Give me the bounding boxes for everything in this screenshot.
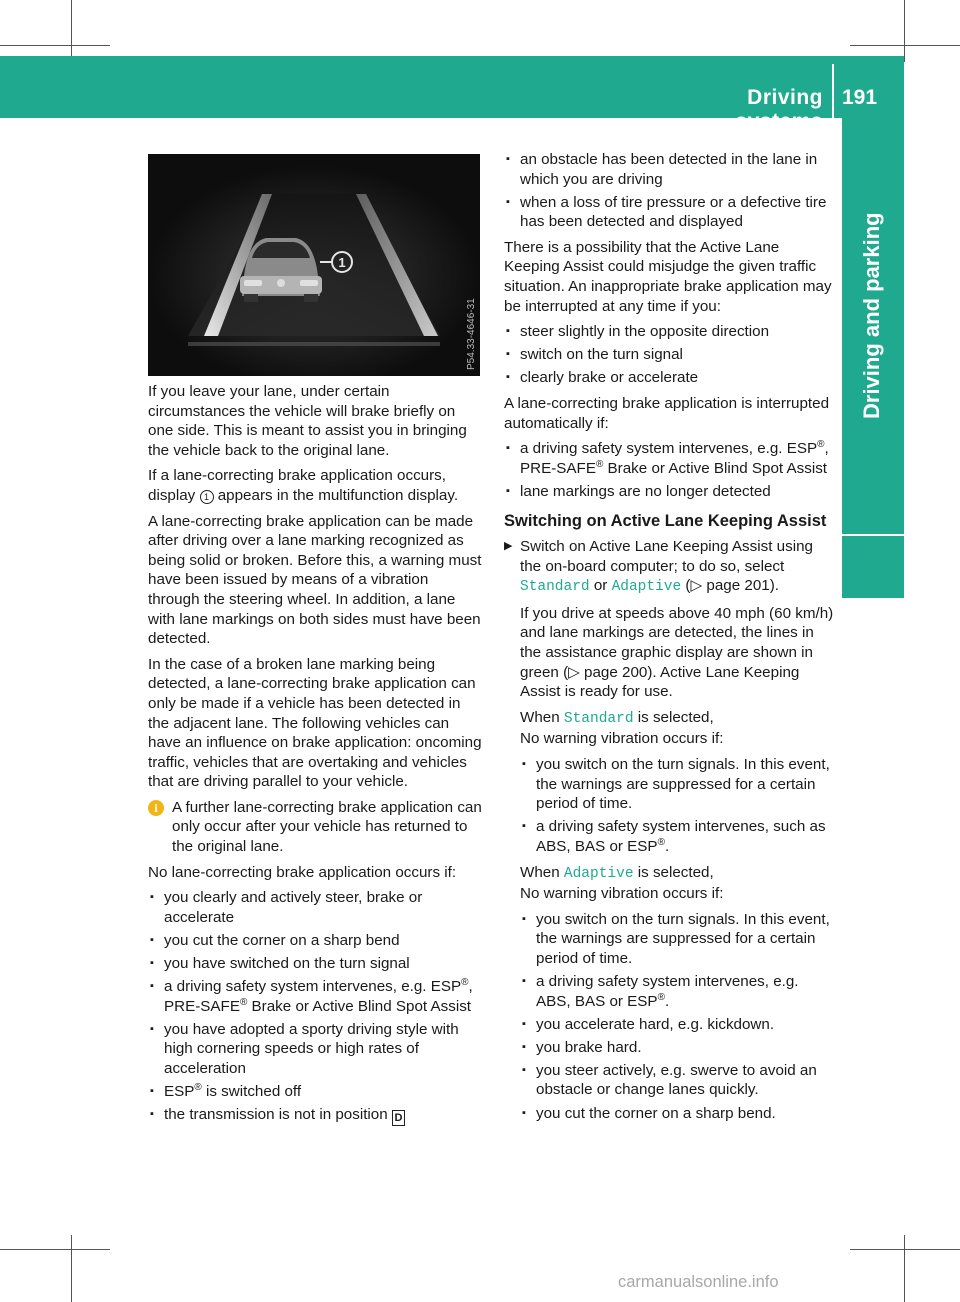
list-intro: No lane-correcting brake application occurs if: — [148, 863, 457, 881]
list-item: ▪ you cut the corner on a sharp bend — [150, 931, 400, 949]
crop-mark — [71, 1235, 72, 1302]
list-item: ▪ you switch on the turn signals. In this event, the warnings are suppressed for a certain period of time. — [522, 910, 830, 967]
note-text: A further lane-correcting brake application can only occur after your vehicle has returned to the original lane. — [172, 798, 482, 856]
side-tab-marker — [842, 536, 904, 598]
page-number: 191 — [842, 86, 878, 109]
paragraph: A lane-correcting brake application is interrupted automatically if: — [504, 395, 830, 432]
callout-ref-icon: 1 — [200, 490, 214, 504]
paragraph: If you drive at speeds above 40 mph (60 km/h) and lane markings are detected, the lines in the assistance graphic display are shown in green (▷ page 200). Active Lane Keeping Assist is ready for use. — [520, 604, 834, 701]
list-item: ▪ a driving safety system intervenes, such as ABS, BAS or ESP®. — [522, 818, 826, 855]
watermark: carmanualsonline.info — [618, 1273, 779, 1291]
figure-reference: P54.33-4646-31 — [466, 298, 477, 370]
condition-list — [148, 888, 484, 1126]
list-item: ▪ steer slightly in the opposite direction — [506, 323, 770, 341]
section-heading: Switching on Active Lane Keeping Assist — [504, 511, 827, 530]
lane-display-illustration — [148, 154, 480, 376]
adaptive-list — [520, 910, 836, 1123]
crop-mark — [904, 1235, 905, 1302]
gear-d-icon: D — [392, 1110, 405, 1126]
crop-mark — [0, 1249, 110, 1250]
crop-mark — [0, 45, 110, 46]
list-item: ▪ you have adopted a sporty driving style with high cornering speeds or high rates of acceleration — [150, 1020, 459, 1077]
option-adaptive: Adaptive — [563, 865, 634, 882]
option-adaptive: Adaptive — [611, 579, 682, 596]
list-item: ▪ a driving safety system intervenes, e.g. ESP®, PRE-SAFE® Brake or Active Blind Spot Assist — [150, 977, 473, 1015]
lane-assist-figure — [148, 154, 480, 376]
paragraph: When Adaptive is selected, No warning vibration occurs if: — [520, 863, 724, 903]
instruction-step: ▶ Switch on Active Lane Keeping Assist using the on-board computer; to do so, select Standard or Adaptive (▷ page 201). — [504, 538, 813, 596]
auto-interrupt-list — [504, 439, 836, 501]
condition-list-continued — [504, 150, 836, 232]
list-item: ▪ the transmission is not in position D — [148, 1105, 484, 1126]
left-column — [148, 382, 484, 1132]
paragraph: If a lane-correcting brake application occurs, display 1 appears in the multifunction display. — [148, 467, 459, 504]
right-column — [504, 150, 836, 1129]
step-details — [504, 604, 836, 1123]
paragraph: There is a possibility that the Active Lane Keeping Assist could misjudge the given traffic situation. An inappropriate brake application may be interrupted at any time if you: — [504, 238, 832, 315]
list-item: ▪ a driving safety system intervenes, e.g. ABS, BAS or ESP®. — [522, 972, 799, 1010]
list-item: ▪ you steer actively, e.g. swerve to avoid an obstacle or change lanes quickly. — [522, 1061, 817, 1099]
standard-list — [520, 755, 836, 856]
list-item: ▪ switch on the turn signal — [506, 346, 683, 364]
list-item: ▪ you brake hard. — [522, 1038, 642, 1056]
list-item: ▪ when a loss of tire pressure or a defective tire has been detected and displayed — [506, 193, 827, 231]
crop-mark — [904, 0, 905, 62]
paragraph: If you leave your lane, under certain circumstances the vehicle will brake briefly on one side. This is meant to assist you in bringing the vehicle back to the original lane. — [148, 383, 467, 459]
option-standard: Standard — [520, 579, 590, 596]
step-arrow-icon: ▶ — [504, 540, 513, 553]
crop-mark — [71, 0, 72, 62]
callout-number: 1 — [338, 255, 346, 270]
list-item: ▪ you clearly and actively steer, brake or accelerate — [150, 889, 423, 926]
list-item: ▪ lane markings are no longer detected — [506, 482, 771, 500]
crop-mark — [850, 45, 960, 46]
list-item: ▪ you have switched on the turn signal — [150, 955, 410, 973]
list-item: ▪ you switch on the turn signals. In this event, the warnings are suppressed for a certain period of time. — [522, 756, 830, 813]
header-divider — [832, 64, 834, 118]
list-item: ▪ an obstacle has been detected in the lane in which you are driving — [506, 151, 818, 188]
list-item: ▪ you cut the corner on a sharp bend. — [522, 1104, 776, 1122]
list-item: ▪ ESP® is switched off — [150, 1082, 302, 1101]
list-item: ▪ clearly brake or accelerate — [506, 369, 699, 387]
paragraph: When Standard is selected, No warning vibration occurs if: — [520, 708, 724, 748]
side-tab-label: Driving and parking — [859, 212, 884, 419]
option-standard: Standard — [563, 710, 634, 727]
section-title: Driving systems — [735, 86, 823, 133]
info-icon: i — [148, 800, 164, 816]
paragraph: A lane-correcting brake application can be made after driving over a lane marking recognized as being solid or broken. Before this, a warning must have been issued by means of a vibration through the steering wheel. In addition, a lane with lane markings on both sides must have been detected. — [148, 512, 482, 648]
list-item: ▪ you accelerate hard, e.g. kickdown. — [522, 1015, 775, 1033]
info-note — [148, 798, 484, 857]
interrupt-list — [504, 322, 836, 388]
crop-mark — [850, 1249, 960, 1250]
list-item: ▪ a driving safety system intervenes, e.g. ESP®, PRE-SAFE® Brake or Active Blind Spot Assist — [506, 439, 829, 477]
paragraph: In the case of a broken lane marking being detected, a lane-correcting brake application can only be made if a vehicle has been detected in the adjacent lane. The following vehicles can have an influence on brake application: oncoming traffic, vehicles that are overtaking and vehicles that are driving parallel to your vehicle. — [148, 655, 482, 791]
